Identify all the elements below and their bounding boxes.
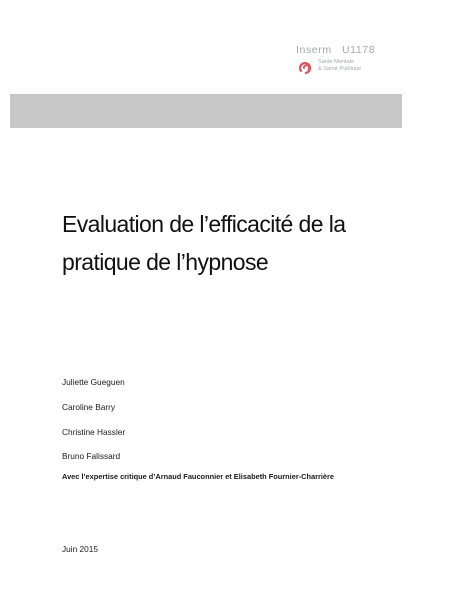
expertise-credit: Avec l’expertise critique d’Arnaud Fauconnier et Elisabeth Fournier-Charrière bbox=[62, 472, 335, 481]
author-name: Caroline Barry bbox=[62, 402, 116, 412]
inserm-logo bbox=[296, 44, 416, 84]
logo-subtitle bbox=[318, 59, 361, 73]
title-line-1: Evaluation de l’efficacité de la bbox=[62, 211, 346, 237]
logo-subtitle-line2: & Santé Publique bbox=[318, 66, 362, 72]
author-name: Juliette Gueguen bbox=[62, 377, 125, 387]
header-band bbox=[10, 94, 402, 128]
logo-subtitle-line1: Santé Mentale bbox=[318, 59, 355, 65]
author-name: Bruno Falissard bbox=[62, 451, 121, 461]
title-line-2: pratique de l’hypnose bbox=[62, 249, 269, 275]
logo-unit-code: U1178 bbox=[342, 44, 376, 56]
author-name: Christine Hassler bbox=[62, 427, 126, 437]
logo-org-name: Inserm bbox=[296, 44, 332, 56]
publication-date: Juin 2015 bbox=[62, 544, 98, 554]
inserm-logo-icon bbox=[298, 60, 314, 76]
document-title bbox=[62, 205, 422, 281]
